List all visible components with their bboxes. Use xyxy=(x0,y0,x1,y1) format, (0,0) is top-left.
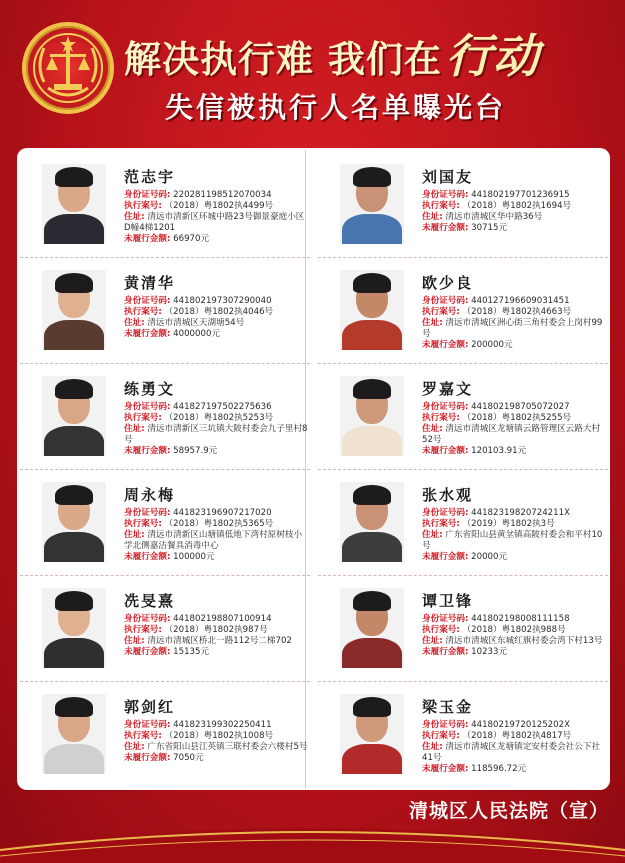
id-value: 44182319820724211X xyxy=(471,508,570,518)
id-row xyxy=(124,614,310,625)
address-label: 住址: xyxy=(422,742,443,752)
id-value: 440127196609031451 xyxy=(471,296,570,306)
case-row xyxy=(422,519,608,530)
id-row xyxy=(422,508,608,519)
case-value: （2018）粤1802执1008号 xyxy=(164,731,274,741)
person-name: 郭剑红 xyxy=(124,698,176,716)
address-value: 清远市清新区山塘镇低地下湾村原树枝小学北侧嘉洁餐具消毒中心 xyxy=(124,530,303,551)
amount-value: 100000元 xyxy=(173,552,215,562)
case-row xyxy=(422,731,608,742)
person-card xyxy=(20,470,310,576)
person-card xyxy=(318,682,608,788)
case-row xyxy=(422,307,608,318)
id-label: 身份证号码: xyxy=(124,508,171,518)
amount-row xyxy=(124,753,310,764)
case-label: 执行案号: xyxy=(124,201,162,211)
court-emblem-icon xyxy=(22,22,114,114)
amount-label: 未履行金额: xyxy=(124,234,171,244)
case-value: （2018）粤1802执988号 xyxy=(462,625,566,635)
slogan-script: 行动 xyxy=(445,29,540,83)
case-row xyxy=(124,413,310,424)
person-name: 冼旻熹 xyxy=(124,592,176,610)
id-label: 身份证号码: xyxy=(124,402,171,412)
amount-value: 7050元 xyxy=(173,753,204,763)
address-row xyxy=(422,424,608,446)
case-row xyxy=(124,731,310,742)
person-card xyxy=(318,576,608,682)
slogan-main: 解决执行难 我们在 xyxy=(124,38,442,81)
address-row xyxy=(124,424,310,446)
address-label: 住址: xyxy=(422,318,443,328)
address-row xyxy=(124,212,310,234)
case-value: （2018）粤1802执5365号 xyxy=(164,519,274,529)
amount-label: 未履行金额: xyxy=(422,764,469,774)
person-name: 梁玉金 xyxy=(422,698,474,716)
amount-value: 15135元 xyxy=(173,647,210,657)
person-photo xyxy=(42,482,106,562)
id-row xyxy=(422,402,608,413)
case-label: 执行案号: xyxy=(124,731,162,741)
person-info xyxy=(124,614,310,658)
page-title: 失信被执行人名单曝光台 xyxy=(165,91,507,124)
address-row xyxy=(422,742,608,764)
case-row xyxy=(124,201,310,212)
address-value: 清远市清城区洲心街三角村委会上岗村99号 xyxy=(422,318,603,339)
header xyxy=(0,0,625,140)
case-label: 执行案号: xyxy=(124,307,162,317)
address-label: 住址: xyxy=(124,742,145,752)
amount-row xyxy=(422,446,608,457)
case-value: （2018）粤1802执5255号 xyxy=(462,413,572,423)
amount-value: 30715元 xyxy=(471,223,508,233)
amount-row xyxy=(124,329,310,340)
case-row xyxy=(124,519,310,530)
id-row xyxy=(422,296,608,307)
person-info xyxy=(422,720,608,775)
person-card xyxy=(318,470,608,576)
amount-row xyxy=(422,552,608,563)
id-value: 441802198008111158 xyxy=(471,614,570,624)
address-row xyxy=(124,636,310,647)
case-value: （2019）粤1802执3号 xyxy=(462,519,555,529)
amount-row xyxy=(124,234,310,245)
case-value: （2018）粤1802执4046号 xyxy=(164,307,274,317)
person-photo xyxy=(340,588,404,668)
case-label: 执行案号: xyxy=(422,519,460,529)
person-name: 欧少良 xyxy=(422,274,474,292)
amount-value: 58957.9元 xyxy=(173,446,218,456)
address-value: 清远市清城区东城红旗村委会湾下村13号 xyxy=(445,636,603,646)
person-info xyxy=(124,402,310,457)
amount-value: 200000元 xyxy=(471,340,513,350)
amount-value: 4000000元 xyxy=(173,329,221,339)
id-value: 441802197701236915 xyxy=(471,190,570,200)
person-photo xyxy=(340,376,404,456)
person-name: 范志宇 xyxy=(124,168,176,186)
id-label: 身份证号码: xyxy=(422,190,469,200)
address-row xyxy=(124,530,310,552)
id-label: 身份证号码: xyxy=(124,296,171,306)
address-label: 住址: xyxy=(124,318,145,328)
amount-row xyxy=(422,647,608,658)
person-card xyxy=(20,152,310,258)
person-photo xyxy=(340,164,404,244)
person-name: 谭卫锋 xyxy=(422,592,474,610)
case-value: （2018）粤1802执4499号 xyxy=(164,201,274,211)
address-label: 住址: xyxy=(422,424,443,434)
person-info xyxy=(422,402,608,457)
amount-row xyxy=(124,647,310,658)
court-name: 清城区人民法院（宣） xyxy=(408,800,609,822)
id-label: 身份证号码: xyxy=(124,614,171,624)
person-name: 罗嘉文 xyxy=(422,380,474,398)
id-row xyxy=(124,296,310,307)
amount-label: 未履行金额: xyxy=(422,223,469,233)
case-row xyxy=(124,307,310,318)
id-label: 身份证号码: xyxy=(422,720,469,730)
amount-label: 未履行金额: xyxy=(422,446,469,456)
address-value: 清远市清新区三坑镇大陂村委会九子里村8号 xyxy=(124,424,308,445)
case-label: 执行案号: xyxy=(124,413,162,423)
person-info xyxy=(422,614,608,658)
person-name: 张水观 xyxy=(422,486,474,504)
id-row xyxy=(124,508,310,519)
person-info xyxy=(422,190,608,234)
case-value: （2018）粤1802执987号 xyxy=(164,625,268,635)
amount-label: 未履行金额: xyxy=(124,446,171,456)
case-label: 执行案号: xyxy=(422,625,460,635)
amount-value: 66970元 xyxy=(173,234,210,244)
person-name: 黄清华 xyxy=(124,274,176,292)
case-label: 执行案号: xyxy=(422,201,460,211)
person-photo xyxy=(340,694,404,774)
address-label: 住址: xyxy=(422,636,443,646)
person-card xyxy=(318,152,608,258)
amount-label: 未履行金额: xyxy=(422,647,469,657)
address-row xyxy=(422,530,608,552)
person-card xyxy=(20,576,310,682)
id-value: 220281198512070034 xyxy=(173,190,272,200)
id-label: 身份证号码: xyxy=(422,614,469,624)
id-label: 身份证号码: xyxy=(422,402,469,412)
case-label: 执行案号: xyxy=(422,307,460,317)
id-row xyxy=(124,720,310,731)
id-label: 身份证号码: xyxy=(422,296,469,306)
id-row xyxy=(422,190,608,201)
amount-value: 120103.91元 xyxy=(471,446,527,456)
address-value: 清远市清城区华中路36号 xyxy=(445,212,543,222)
id-label: 身份证号码: xyxy=(124,190,171,200)
person-card xyxy=(318,258,608,364)
address-row xyxy=(422,318,608,340)
person-info xyxy=(124,508,310,563)
case-row xyxy=(422,625,608,636)
case-value: （2018）粤1802执5253号 xyxy=(164,413,274,423)
address-value: 清远市清城区龙塘镇云路管理区云路大村52号 xyxy=(422,424,601,445)
footer-decoration xyxy=(0,818,625,863)
person-info xyxy=(422,508,608,563)
person-photo xyxy=(340,270,404,350)
person-name: 周永梅 xyxy=(124,486,176,504)
id-label: 身份证号码: xyxy=(124,720,171,730)
address-label: 住址: xyxy=(124,636,145,646)
amount-row xyxy=(422,340,608,351)
address-label: 住址: xyxy=(422,212,443,222)
case-row xyxy=(422,201,608,212)
id-label: 身份证号码: xyxy=(422,508,469,518)
person-card xyxy=(20,364,310,470)
amount-value: 20000元 xyxy=(471,552,508,562)
id-value: 441823199302250411 xyxy=(173,720,272,730)
person-photo xyxy=(42,164,106,244)
address-row xyxy=(124,742,310,753)
address-value: 清远市清新区环城中路23号御景豪庭小区D幢4梯1201 xyxy=(124,212,305,233)
address-value: 广东省阳山县黄坌镇高陂村委会和平村10号 xyxy=(422,530,603,551)
id-value: 441802197307290040 xyxy=(173,296,272,306)
address-value: 清远市清城区天湖塘54号 xyxy=(147,318,245,328)
person-photo xyxy=(42,588,106,668)
id-value: 441802198705072027 xyxy=(471,402,570,412)
person-photo xyxy=(42,376,106,456)
id-value: 441827197502275636 xyxy=(173,402,272,412)
case-label: 执行案号: xyxy=(124,519,162,529)
amount-row xyxy=(124,552,310,563)
person-info xyxy=(124,190,310,245)
person-photo xyxy=(42,694,106,774)
amount-label: 未履行金额: xyxy=(124,329,171,339)
address-row xyxy=(422,212,608,223)
person-card xyxy=(20,682,310,788)
person-photo xyxy=(340,482,404,562)
case-value: （2018）粤1802执1694号 xyxy=(462,201,572,211)
amount-label: 未履行金额: xyxy=(422,340,469,350)
amount-label: 未履行金额: xyxy=(124,552,171,562)
id-value: 44180219720125202X xyxy=(471,720,570,730)
amount-row xyxy=(422,764,608,775)
case-label: 执行案号: xyxy=(422,413,460,423)
id-row xyxy=(124,402,310,413)
amount-label: 未履行金额: xyxy=(422,552,469,562)
person-name: 练勇文 xyxy=(124,380,176,398)
id-value: 441802198807100914 xyxy=(173,614,272,624)
person-card xyxy=(20,258,310,364)
address-label: 住址: xyxy=(124,212,145,222)
id-row xyxy=(422,614,608,625)
address-row xyxy=(422,636,608,647)
id-value: 441823196907217020 xyxy=(173,508,272,518)
case-value: （2018）粤1802执4817号 xyxy=(462,731,572,741)
person-info xyxy=(124,296,310,340)
case-row xyxy=(422,413,608,424)
slogan xyxy=(124,20,540,83)
address-value: 清远市清城区桥北一路112号二梯702 xyxy=(147,636,292,646)
amount-label: 未履行金额: xyxy=(124,647,171,657)
person-info xyxy=(422,296,608,351)
address-value: 清远市清城区龙塘镇定安村委会社公下社41号 xyxy=(422,742,601,763)
person-card xyxy=(318,364,608,470)
amount-row xyxy=(124,446,310,457)
case-label: 执行案号: xyxy=(422,731,460,741)
address-label: 住址: xyxy=(124,424,145,434)
id-row xyxy=(124,190,310,201)
address-label: 住址: xyxy=(124,530,145,540)
amount-row xyxy=(422,223,608,234)
case-row xyxy=(124,625,310,636)
person-info xyxy=(124,720,310,764)
id-row xyxy=(422,720,608,731)
address-value: 广东省阳山县江英镇三联村委会六楼村5号 xyxy=(147,742,308,752)
person-name: 刘国友 xyxy=(422,168,474,186)
address-label: 住址: xyxy=(422,530,443,540)
amount-value: 10233元 xyxy=(471,647,508,657)
amount-value: 118596.72元 xyxy=(471,764,527,774)
person-photo xyxy=(42,270,106,350)
case-value: （2018）粤1802执4663号 xyxy=(462,307,572,317)
address-row xyxy=(124,318,310,329)
case-label: 执行案号: xyxy=(124,625,162,635)
amount-label: 未履行金额: xyxy=(124,753,171,763)
